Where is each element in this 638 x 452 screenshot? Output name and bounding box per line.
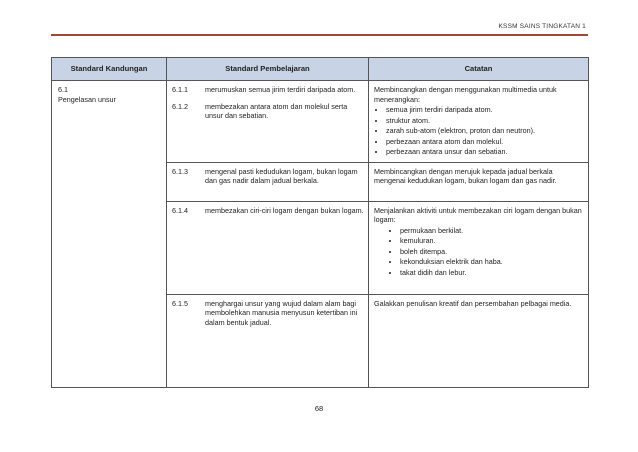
sp-cell: [167, 201, 369, 294]
list-item: • boleh ditempa.: [400, 247, 584, 257]
list-item: • struktur atom.: [386, 116, 584, 126]
catatan-cell: Galakkan penulisan kreatif dan persembahan pelbagai media.: [369, 294, 589, 387]
catatan-cell: [369, 201, 589, 294]
list-item: • takat didih dan lebur.: [400, 268, 584, 278]
sp-item: [172, 299, 364, 328]
sk-code: 6.1: [58, 85, 68, 94]
sp-number: 6.1.3: [172, 166, 188, 176]
sp-text: mengenal pasti kedudukan logam, bukan logam dan gas nadir dalam jadual berkala.: [205, 166, 358, 185]
list-item: • permukaan berkilat.: [400, 226, 584, 236]
note-bullet-list: [374, 226, 584, 278]
header-title: KSSM SAINS TINGKATAN 1: [498, 23, 586, 30]
sp-text: merumuskan semua jirim terdiri daripada atom.: [205, 85, 356, 94]
header-rule: [51, 34, 588, 36]
list-item: • kekonduksian elektrik dan haba.: [400, 257, 584, 267]
note-bullet-list: [374, 105, 584, 157]
note-intro: Menjalankan aktiviti untuk membezakan ciri logam dengan bukan logam:: [374, 205, 582, 224]
note-intro: Membincangkan dengan menggunakan multimedia untuk menerangkan:: [374, 85, 557, 104]
sp-number: 6.1.4: [172, 205, 188, 215]
catatan-cell: Membincangkan dengan merujuk kepada jadual berkala mengenai kedudukan logam, bukan logam dan gas nadir.: [369, 162, 589, 201]
list-item: • perbezaan antara unsur dan sebatian.: [386, 147, 584, 157]
catatan-cell: [369, 81, 589, 163]
sp-text: membezakan ciri-ciri logam dengan bukan logam.: [205, 205, 364, 215]
sp-item: [172, 167, 364, 186]
sp-text: membezakan antara atom dan molekul serta unsur dan sebatian.: [205, 101, 348, 120]
sp-number: 6.1.2: [172, 101, 188, 111]
sp-number: 6.1.1: [172, 85, 188, 94]
column-header: Standard Pembelajaran: [167, 58, 369, 81]
page-number: 68: [314, 404, 324, 413]
standard-kandungan-cell: [52, 81, 167, 388]
list-item: • zarah sub-atom (elektron, proton dan neutron).: [386, 126, 584, 136]
list-item: • kemuluran.: [400, 236, 584, 246]
sp-item: [172, 85, 364, 95]
column-header: Standard Kandungan: [52, 58, 167, 81]
sp-item: [172, 206, 364, 216]
curriculum-table: [51, 57, 589, 388]
sp-item: [172, 102, 364, 121]
column-header: Catatan: [369, 58, 589, 81]
table-header-row: [52, 58, 589, 81]
sk-title: Pengelasan unsur: [58, 94, 116, 104]
list-item: • perbezaan antara atom dan molekul.: [386, 137, 584, 147]
list-item: • semua jirim terdiri daripada atom.: [386, 105, 584, 115]
sp-cell: [167, 162, 369, 201]
sp-cell: [167, 294, 369, 387]
sp-text: menghargai unsur yang wujud dalam alam bagi membolehkan manusia menyusun ketertiban ini dalam bentuk jadual.: [205, 298, 358, 327]
table-row: [52, 81, 589, 163]
sp-cell: [167, 81, 369, 163]
sp-number: 6.1.5: [172, 298, 188, 308]
